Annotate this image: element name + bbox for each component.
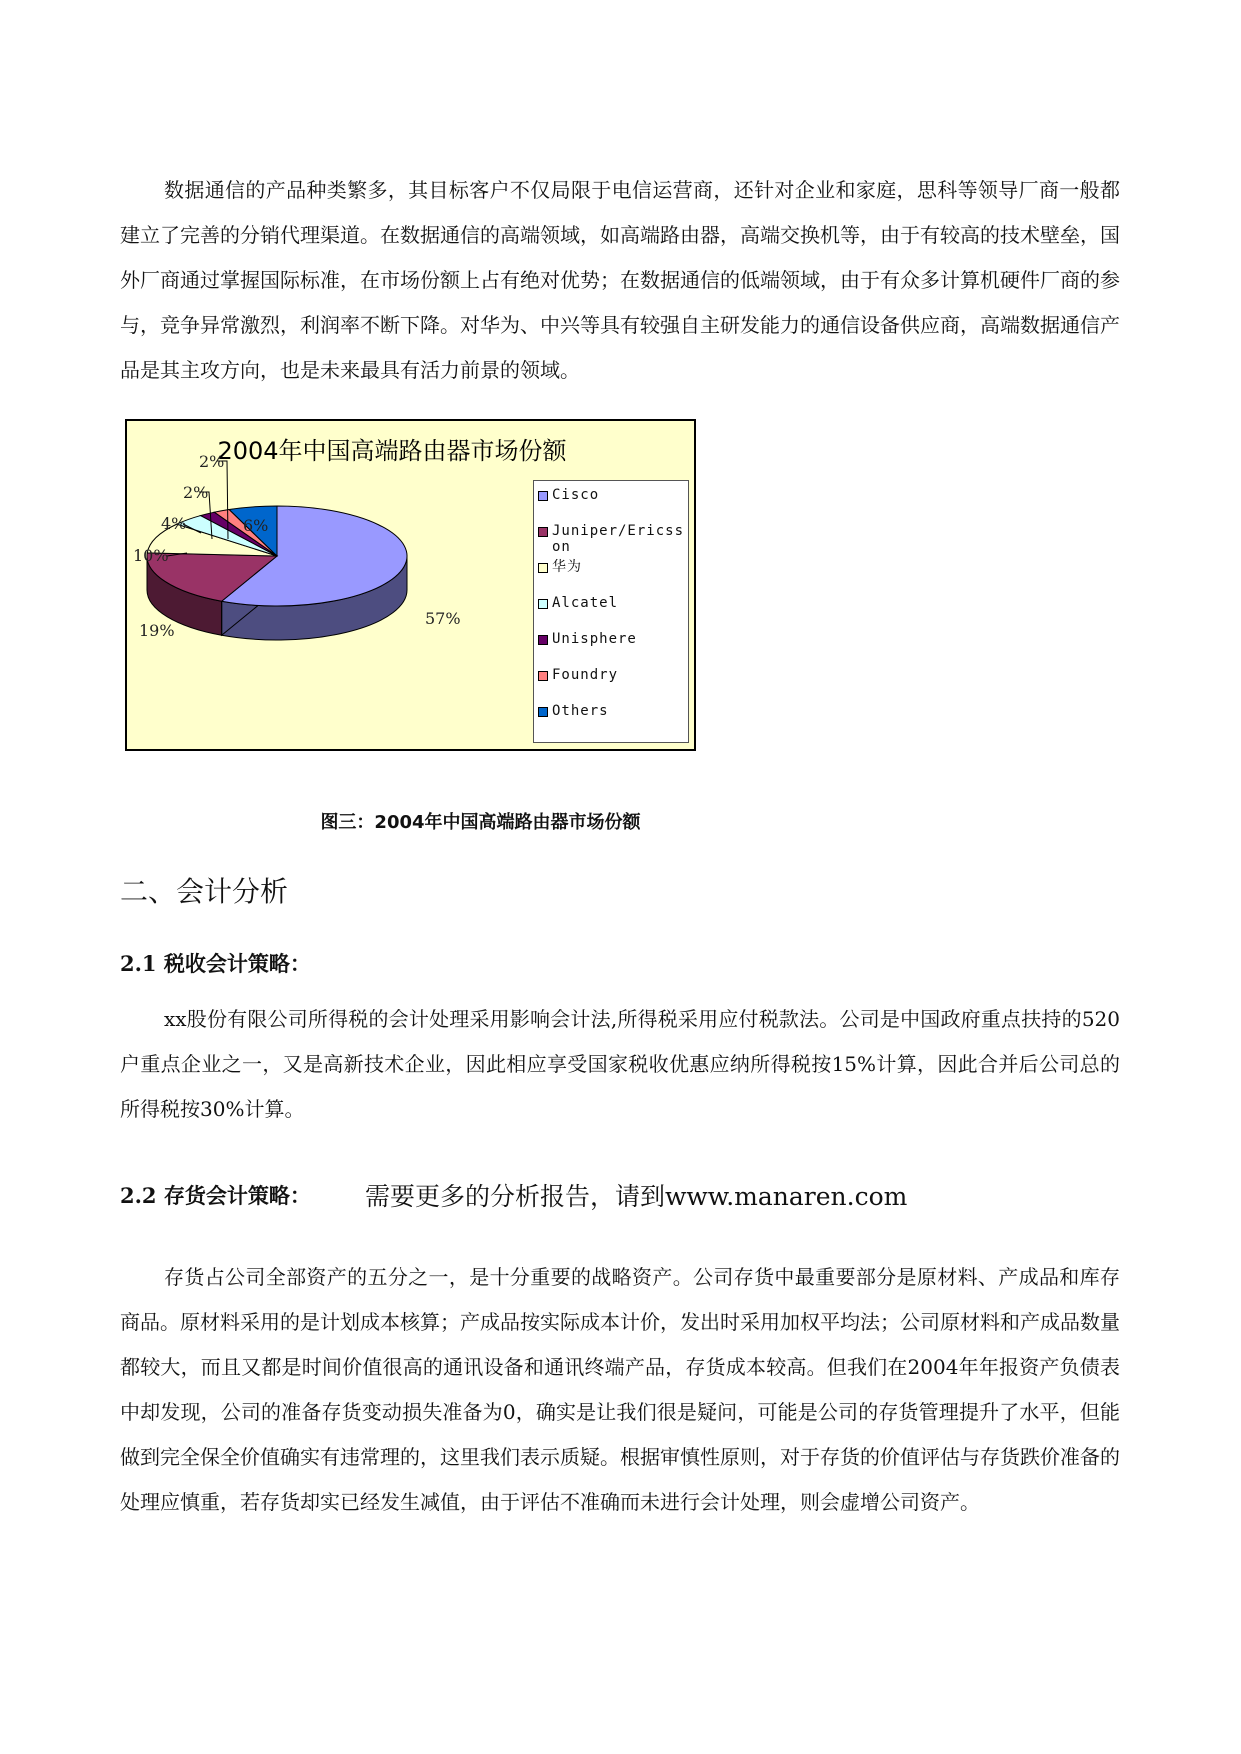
subheading-tax-policy: 2.1 税收会计策略： — [120, 951, 311, 976]
legend-label: Cisco — [552, 487, 600, 503]
legend-swatch — [538, 671, 548, 681]
legend-label: Alcatel — [552, 595, 619, 611]
tax-policy-paragraph: xx股份有限公司所得税的会计处理采用影响会计法,所得税采用应付税款法。公司是中国政府重点扶持的520户重点企业之一，又是高新技术企业，因此相应享受国家税收优惠应纳所得税按15%计算，因此合并后公司总的所得税按30%计算。 — [120, 1007, 1120, 1121]
legend-label: Foundry — [552, 667, 619, 683]
legend-label: Juniper/Ericsson — [552, 523, 685, 555]
chart-legend — [533, 480, 689, 743]
slice-percent-label: 2% — [183, 483, 209, 502]
legend-swatch — [538, 599, 548, 609]
slice-percent-label: 2% — [199, 452, 225, 471]
legend-item — [538, 595, 688, 611]
legend-swatch — [538, 635, 548, 645]
legend-label: Unisphere — [552, 631, 637, 647]
legend-item — [538, 667, 688, 683]
inventory-policy-paragraph: 存货占公司全部资产的五分之一，是十分重要的战略资产。公司存货中最重要部分是原材料、产成品和库存商品。原材料采用的是计划成本核算；产成品按实际成本计价，发出时采用加权平均法；公司原材料和产成品数量都较大，而且又都是时间价值很高的通讯设备和通讯终端产品，存货成本较高。但我们在2004年年报资产负债表中却发现，公司的准备存货变动损失准备为0，确实是让我们很是疑问，可能是公司的存货管理提升了水平，但能做到完全保全价值确实有违常理的，这里我们表示质疑。根据审慎性原则，对于存货的价值评估与存货跌价准备的处理应慎重，若存货却实已经发生减值，由于评估不准确而未进行会计处理，则会虚增公司资产。 — [120, 1265, 1120, 1514]
slice-percent-label: 6% — [243, 516, 269, 535]
promo-text: 需要更多的分析报告，请到www.manaren.com — [365, 1182, 908, 1211]
figure-caption: 图三：2004年中国高端路由器市场份额 — [320, 812, 641, 833]
intro-paragraph: 数据通信的产品种类繁多，其目标客户不仅局限于电信运营商，还针对企业和家庭，思科等领导厂商一般都建立了完善的分销代理渠道。在数据通信的高端领域，如高端路由器，高端交换机等，由于有较高的技术壁垒，国外厂商通过掌握国际标准，在市场份额上占有绝对优势；在数据通信的低端领域，由于有众多计算机硬件厂商的参与，竞争异常激烈，利润率不断下降。对华为、中兴等具有较强自主研发能力的通信设备供应商，高端数据通信产品是其主攻方向，也是未来最具有活力前景的领域。 — [120, 178, 1120, 382]
legend-item — [538, 523, 688, 555]
legend-item — [538, 703, 688, 719]
legend-swatch — [538, 491, 548, 501]
slice-percent-label: 10% — [133, 546, 169, 565]
chart-title: 2004年中国高端路由器市场份额 — [217, 437, 567, 465]
slice-percent-label: 19% — [139, 621, 175, 640]
section-heading: 二、会计分析 — [120, 875, 289, 908]
slice-percent-label: 4% — [161, 514, 187, 533]
market-share-chart — [125, 419, 696, 751]
legend-item — [538, 487, 688, 503]
legend-swatch — [538, 527, 548, 537]
legend-label: 华为 — [552, 559, 582, 575]
legend-swatch — [538, 563, 548, 573]
slice-percent-label: 57% — [425, 609, 461, 628]
subheading-inventory-policy: 2.2 存货会计策略： — [120, 1183, 311, 1208]
legend-item — [538, 559, 688, 575]
legend-label: Others — [552, 703, 609, 719]
legend-swatch — [538, 707, 548, 717]
legend-item — [538, 631, 688, 647]
